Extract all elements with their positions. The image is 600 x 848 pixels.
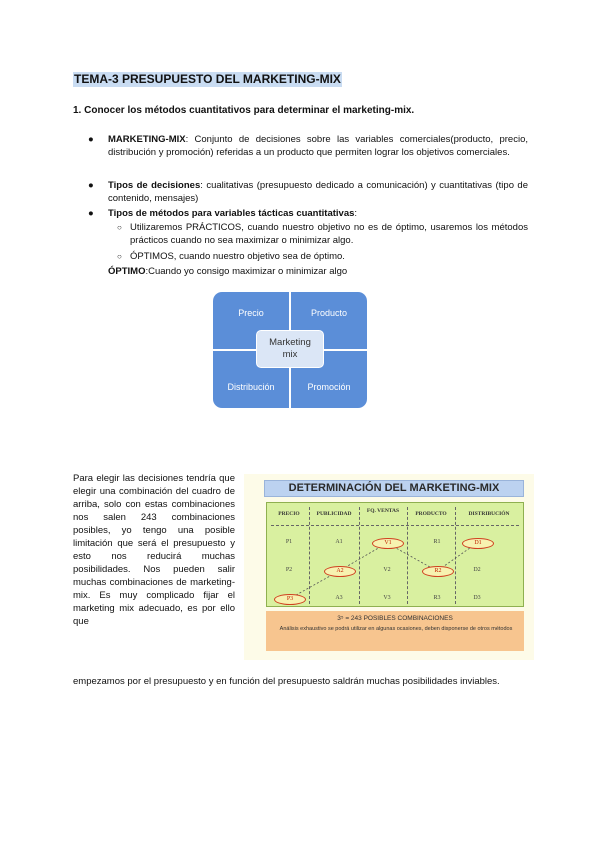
bullet-dot-icon: ● bbox=[88, 134, 94, 145]
marketing-mix-slide bbox=[244, 474, 534, 660]
combination-path bbox=[267, 503, 525, 608]
page-title: TEMA-3 PRESUPUESTO DEL MARKETING-MIX bbox=[74, 72, 341, 86]
paragraph-bottom: empezamos por el presupuesto y en función del presupuesto saldrán muchas posibilidades inviables. bbox=[73, 676, 500, 687]
grid-header: PRODUCTO bbox=[415, 511, 447, 517]
grid-cell-highlighted: V1 bbox=[372, 538, 404, 549]
slide-title: DETERMINACIÓN DEL MARKETING-MIX bbox=[264, 480, 524, 497]
footer-note: Análisis exhaustivo se podrá utilizar en algunas ocasiones, deben disponerse de otros métodos bbox=[279, 626, 513, 632]
grid-cell: D3 bbox=[473, 595, 481, 601]
section-subtitle: 1. Conocer los métodos cuantitativos para determinar el marketing-mix. bbox=[73, 105, 415, 116]
grid-cell: A1 bbox=[335, 539, 343, 545]
marketing-mix-diagram bbox=[213, 292, 367, 409]
grid-header: PUBLICIDAD bbox=[316, 511, 352, 517]
circle-bullet-icon: ○ bbox=[117, 223, 122, 232]
grid-header: DISTRIBUCIÓN bbox=[468, 511, 510, 517]
grid-cell: P2 bbox=[285, 567, 293, 573]
bullet-term: Tipos de métodos para variables tácticas cuantitativas bbox=[108, 208, 355, 219]
grid-cell: P1 bbox=[285, 539, 293, 545]
marketing-mix-center: Marketing mix bbox=[256, 330, 324, 368]
quadrant-producto: Producto bbox=[291, 292, 367, 349]
bullet-dot-icon: ● bbox=[88, 180, 94, 191]
bullet-term: MARKETING-MIX bbox=[108, 134, 186, 145]
grid-cell: V2 bbox=[383, 567, 391, 573]
bullet-text: : bbox=[354, 208, 358, 219]
combinations-count: 3⁵ = 243 POSIBLES COMBINACIONES bbox=[337, 615, 453, 622]
grid-cell-highlighted: A2 bbox=[324, 566, 356, 577]
quadrant-promocion: Promoción bbox=[291, 351, 367, 408]
grid-cell: R1 bbox=[433, 539, 441, 545]
grid-cell-highlighted: D1 bbox=[462, 538, 494, 549]
quadrant-precio: Precio bbox=[213, 292, 289, 349]
bullet-term: Tipos de decisiones bbox=[108, 180, 201, 191]
grid-cell: V3 bbox=[383, 595, 391, 601]
grid-cell: A3 bbox=[335, 595, 343, 601]
optimo-text: :Cuando yo consigo maximizar o minimizar algo bbox=[145, 266, 348, 277]
grid-header: PRECIO bbox=[278, 511, 300, 517]
grid-cell-highlighted: R2 bbox=[422, 566, 454, 577]
grid-cell: D2 bbox=[473, 567, 481, 573]
grid-header: FQ. VENTAS bbox=[366, 508, 400, 514]
bullet-text: : Conjunto de decisiones sobre las variables comerciales(producto, precio, distribución y promoción) referidas a un producto que permiten lograr los objetivos comerciales. bbox=[108, 134, 528, 158]
combination-grid bbox=[266, 502, 524, 607]
grid-cell-highlighted: P3 bbox=[274, 594, 306, 605]
optimo-term: ÓPTIMO bbox=[108, 266, 146, 277]
bullet-text: : cualitativas (presupuesto dedicado a comunicación) y cuantitativas (tipo de contenido, mensajes) bbox=[108, 180, 528, 204]
subbullet-text: Utilizaremos PRÁCTICOS, cuando nuestro objetivo no es de óptimo, usaremos los métodos prácticos cuando no sea maximizar o minimizar algo. bbox=[130, 222, 528, 246]
circle-bullet-icon: ○ bbox=[117, 252, 122, 261]
bullet-dot-icon: ● bbox=[88, 208, 94, 219]
slide-footer bbox=[266, 611, 524, 651]
paragraph-left: Para elegir las decisiones tendría que elegir una combinación del cuadro de arriba, solo con estas combinaciones nos salen 243 combinaciones posibles, yo tengo una posible limitación que será el presupuesto y esto nos reducirá muchas posibilidades. Nos pueden salir muchas combinaciones de marketing-mix. Es muy complicado fijar el marketing mix adecuado, es por ello que bbox=[73, 473, 235, 627]
quadrant-distribucion: Distribución bbox=[213, 351, 289, 408]
optimo-definition bbox=[108, 266, 347, 278]
grid-cell: R3 bbox=[433, 595, 441, 601]
subbullet-optimos bbox=[117, 251, 528, 264]
subbullet-text: ÓPTIMOS, cuando nuestro objetivo sea de óptimo. bbox=[130, 251, 345, 262]
subbullet-practicos bbox=[117, 222, 528, 247]
